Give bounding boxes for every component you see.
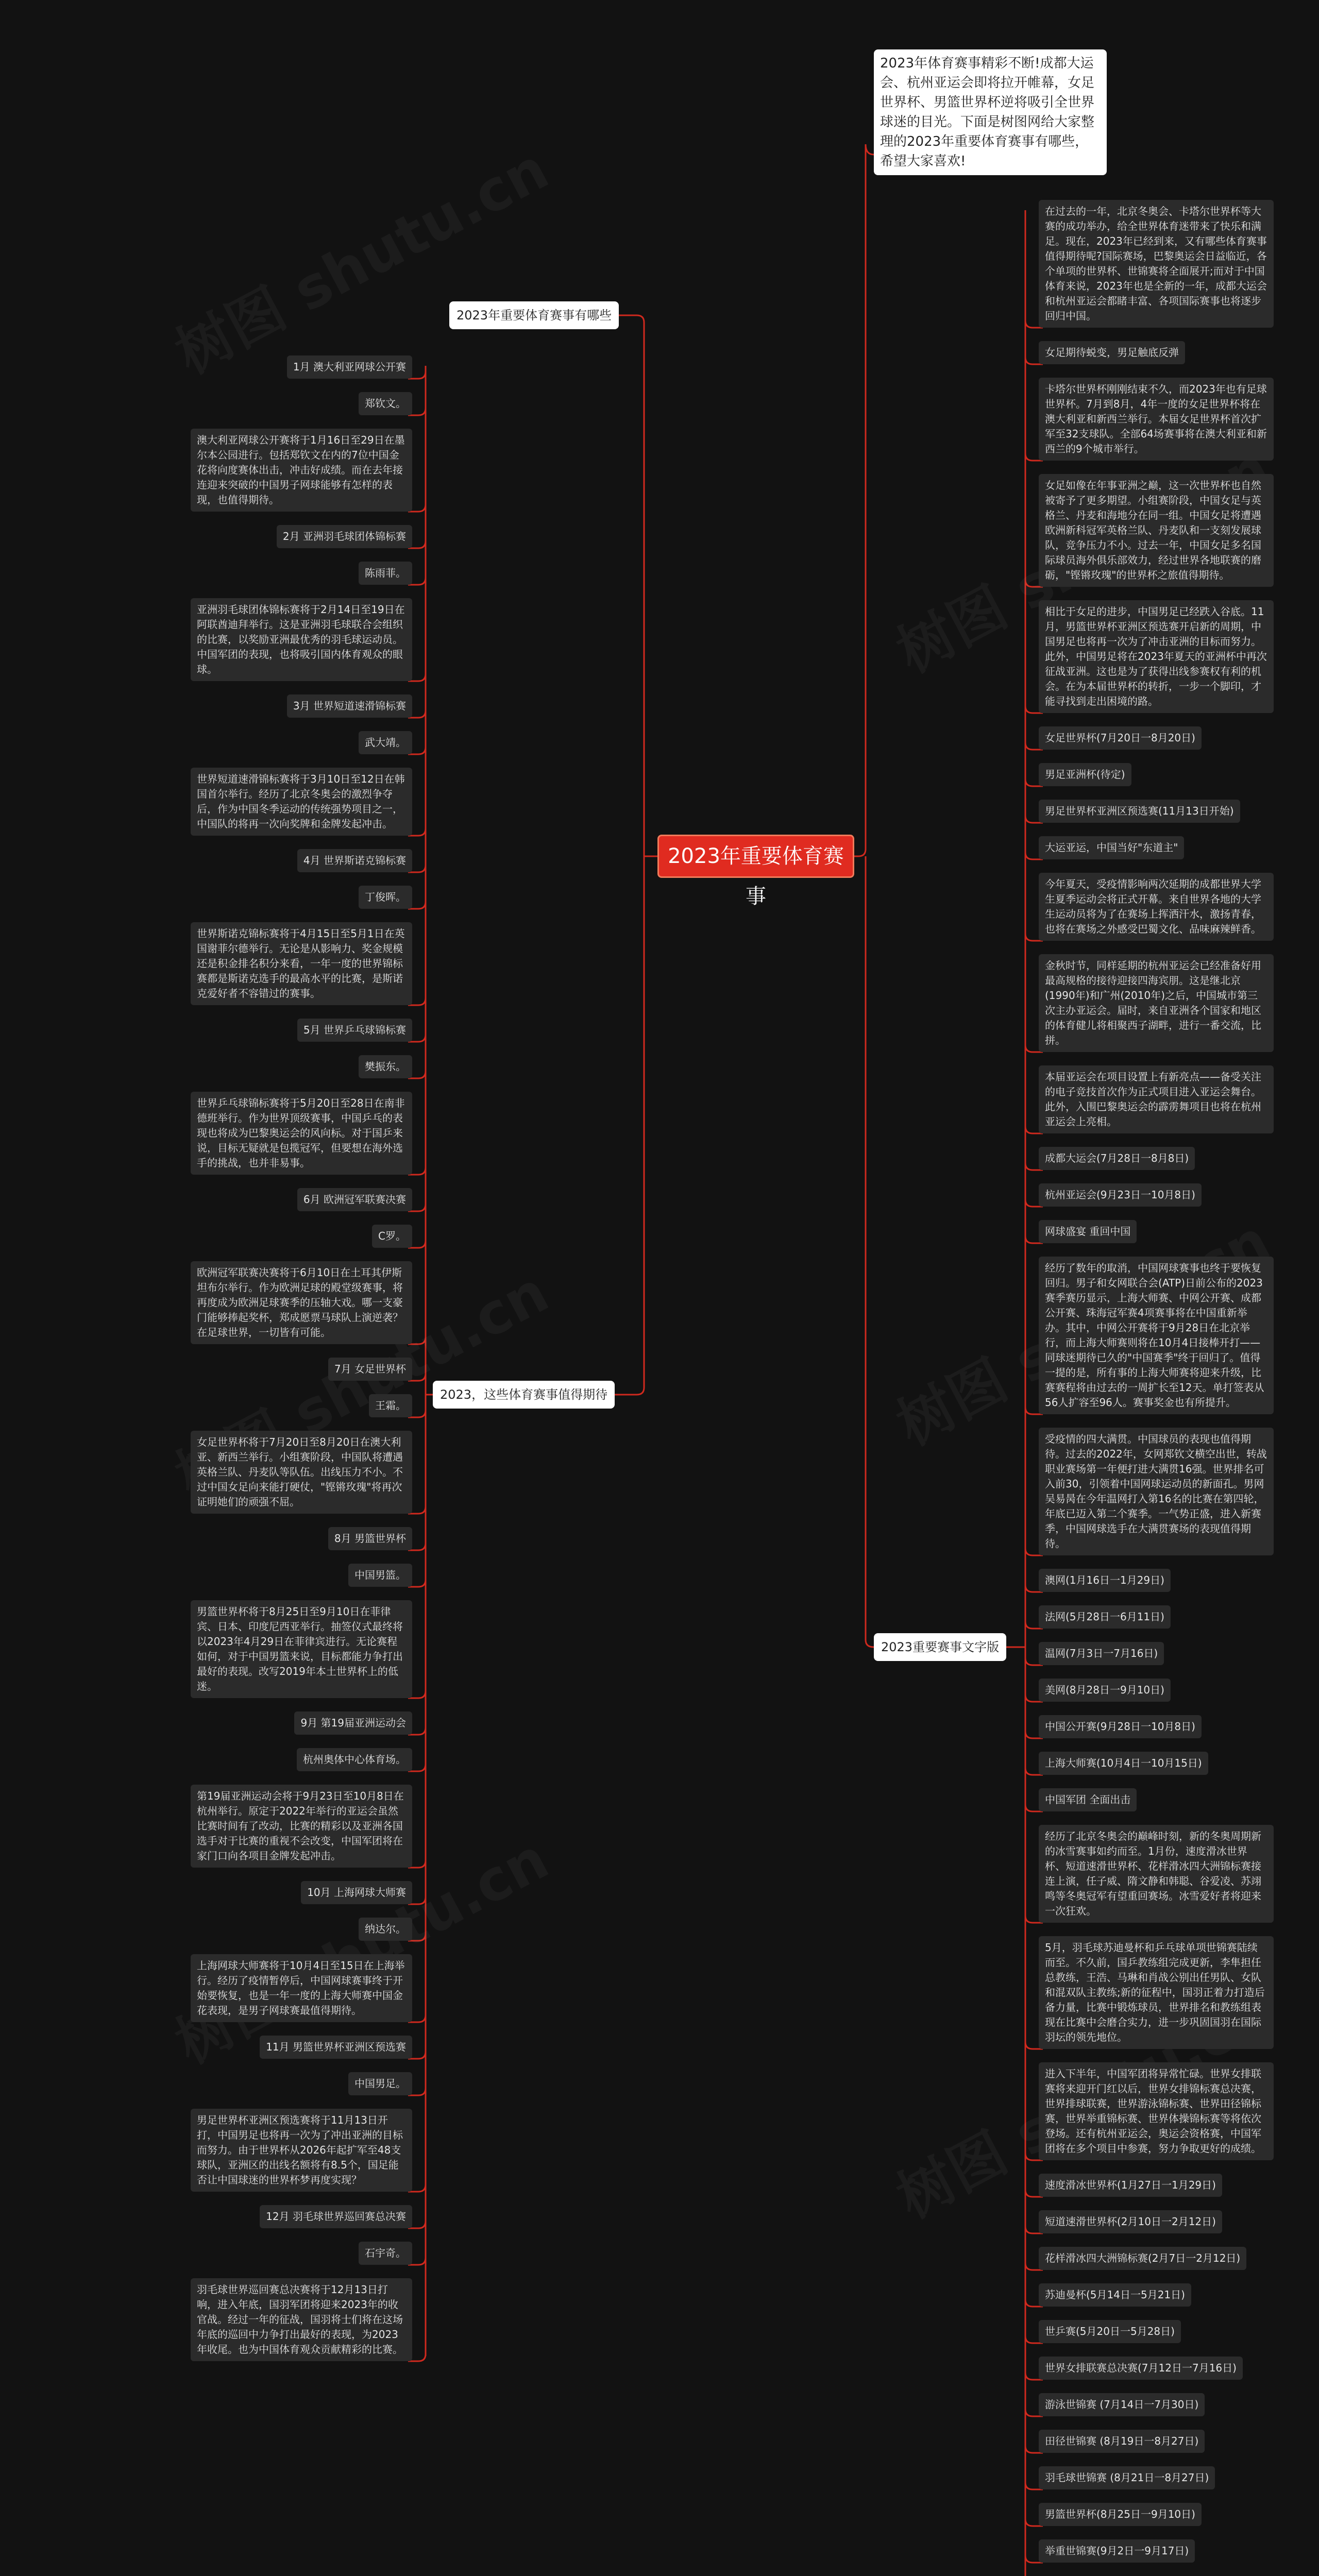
right-leaf-27[interactable]: 速度滑冰世界杯(1月27日一1月29日)	[1039, 2174, 1222, 2197]
right-leaf-34[interactable]: 田径世锦赛 (8月19日一8月27日)	[1039, 2430, 1205, 2453]
right-leaf-23[interactable]: 中国军团 全面出击	[1039, 1788, 1137, 1811]
left-leaf-16[interactable]: C罗。	[372, 1225, 412, 1248]
left-leaf-4[interactable]: 陈雨菲。	[359, 562, 412, 585]
right-leaf-18[interactable]: 法网(5月28日一6月11日)	[1039, 1605, 1171, 1629]
right-leaf-36[interactable]: 男篮世界杯(8月25日一9月10日)	[1039, 2503, 1202, 2526]
left-leaf-5[interactable]: 亚洲羽毛球团体锦标赛将于2月14日至19日在阿联酋迪拜举行。这是亚洲羽毛球联合会组织的比赛，以奖励亚洲最优秀的羽毛球运动员。中国军团的表现，也将吸引国内体育观众的眼球。	[191, 598, 412, 681]
right-leaf-9[interactable]: 今年夏天，受疫情影响两次延期的成都世界大学生夏季运动会将正式开幕。来自世界各地的大学生运动员将为了在赛场上挥洒汗水，激扬青春，也将在赛场之外感受巴蜀文化、品味麻辣鲜香。	[1039, 873, 1274, 941]
left-leaf-32[interactable]: 男足世界杯亚洲区预选赛将于11月13日开打，中国男足也将再一次为了冲出亚洲的目标而努力。由于世界杯从2026年起扩军至48支球队，亚洲区的出线名额将有8.5个，国足能否让中国球迷的世界杯梦再度实现？	[191, 2109, 412, 2192]
right-leaf-6[interactable]: 男足亚洲杯(待定)	[1039, 763, 1131, 786]
left-leaf-27[interactable]: 10月 上海网球大师赛	[301, 1881, 412, 1904]
right-leaf-35[interactable]: 羽毛球世锦赛 (8月21日一8月27日)	[1039, 2466, 1215, 2489]
branch-right-main[interactable]: 2023重要赛事文字版	[874, 1633, 1006, 1661]
right-leaf-3[interactable]: 女足如像在年事亚洲之巅，这一次世界杯也自然被寄予了更多期望。小组赛阶段，中国女足与英格兰、丹麦和海地分在同一组。中国女足将遭遇欧洲新科冠军英格兰队、丹麦队和一支刻发展球队，竞争压力不小。过去一年，中国女足多名国际球员海外俱乐部效力，经过世界各地联赛的磨砺，"铿锵玫瑰"的世界杯之旅值得期待。	[1039, 474, 1274, 587]
connector-line	[866, 856, 874, 1647]
left-leaf-33[interactable]: 12月 羽毛球世界巡回赛总决赛	[260, 2205, 412, 2228]
right-leaf-7[interactable]: 男足世界杯亚洲区预选赛(11月13日开始)	[1039, 800, 1240, 823]
left-leaf-18[interactable]: 7月 女足世界杯	[328, 1358, 412, 1381]
right-leaf-20[interactable]: 美网(8月28日一9月10日)	[1039, 1679, 1171, 1702]
left-leaf-2[interactable]: 澳大利亚网球公开赛将于1月16日至29日在墨尔本公园进行。包括郑钦文在内的7位中国金花将向度赛体出击，冲击好成绩。而在去年接连迎来突破的中国男子网球能够有怎样的表现，也值得期待。	[191, 429, 412, 512]
left-leaf-1[interactable]: 郑钦文。	[359, 392, 412, 415]
right-leaf-12[interactable]: 成都大运会(7月28日一8月8日)	[1039, 1147, 1195, 1170]
root-topic[interactable]: 2023年重要体育赛事	[657, 835, 854, 878]
right-leaf-22[interactable]: 上海大师赛(10月4日一10月15日)	[1039, 1752, 1208, 1775]
right-leaf-15[interactable]: 经历了数年的取消，中国网球赛事也终于要恢复回归。男子和女网联合会(ATP)日前公布的2023赛季赛历显示，上海大师赛、中网公开赛、成都公开赛、珠海冠军赛4项赛事将在中国重新举办。其中，中网公开赛将于9月28日在北京举行，而上海大师赛则将在10月4日接棒开打——同球迷期待已久的"中国赛季"终于回归了。值得一提的是，所有事的上海大师赛将迎来升级，比赛赛程将由过去的一周扩长至12天。单打签表从56人扩容至96人。赛事奖金也有所提升。	[1039, 1257, 1274, 1414]
right-leaf-25[interactable]: 5月，羽毛球苏迪曼杯和乒乓球单项世锦赛陆续而至。不久前，国乒教练组完成更新，李隼担任总教练，王浩、马琳和肖战公别出任男队、女队和混双队主教练;新的征程中，国羽正着力打造后备力量，比赛中锻炼球员，世界排名和教练组表现在比赛中会磨合实力，进一步巩固国羽在国际羽坛的领先地位。	[1039, 1936, 1274, 2049]
left-leaf-10[interactable]: 丁俊晖。	[359, 886, 412, 909]
right-leaf-4[interactable]: 相比于女足的进步，中国男足已经跌入谷底。11月，男篮世界杯亚洲区预选赛开启新的周期，中国男足也将再一次为了冲击亚洲的目标而努力。此外，中国男足将在2023年夏天的亚洲杯中再次征战亚洲。这也是为了获得出线参赛权有利的机会。在为本届世界杯的转折，一步一个脚印，才能寻找到走出困境的路。	[1039, 600, 1274, 713]
right-leaf-29[interactable]: 花样滑冰四大洲锦标赛(2月7日一2月12日)	[1039, 2247, 1246, 2270]
left-leaf-21[interactable]: 8月 男篮世界杯	[328, 1527, 412, 1550]
left-leaf-15[interactable]: 6月 欧洲冠军联赛决赛	[297, 1188, 412, 1211]
left-leaf-6[interactable]: 3月 世界短道速滑锦标赛	[287, 694, 412, 718]
left-leaf-7[interactable]: 武大靖。	[359, 731, 412, 754]
left-leaf-17[interactable]: 欧洲冠军联赛决赛将于6月10日在土耳其伊斯坦布尔举行。作为欧洲足球的殿堂级赛事，将再度成为欧洲足球赛季的压轴大戏。哪一支豪门能够捧起奖杯，郑成愿票马球队上演逆袭？在足球世界，一切皆有可能。	[191, 1261, 412, 1344]
right-leaf-16[interactable]: 受疫情的四大满贯。中国球员的表现也值得期待。过去的2022年，女网郑钦文横空出世，转战职业赛场第一年便打进大满贯16强。世界排名可入前30，引领着中国网球运动员的新面孔。男网吴易昺在今年温网打入第16名的比赛在第四轮，年底已迈入第二个赛季。一气势正盛，进入新赛季，中国网球选手在大满贯赛场的表现值得期待。	[1039, 1428, 1274, 1555]
left-leaf-9[interactable]: 4月 世界斯诺克锦标赛	[297, 849, 412, 872]
left-leaf-0[interactable]: 1月 澳大利亚网球公开赛	[287, 355, 412, 379]
left-leaf-23[interactable]: 男篮世界杯将于8月25日至9月10日在菲律宾、日本、印度尼西亚举行。抽签仪式最终将以2023年4月29日在菲律宾进行。无论赛程如何，对于中国男篮来说，目标都能力争打出最好的表现。改写2019年本土世界杯上的低迷。	[191, 1600, 412, 1698]
right-leaf-11[interactable]: 本届亚运会在项目设置上有新亮点——备受关注的电子竞技首次作为正式项目进入亚运会舞台。此外，入围巴黎奥运会的霹雳舞项目也将在杭州亚运会上亮相。	[1039, 1065, 1274, 1133]
right-leaf-24[interactable]: 经历了北京冬奥会的巅峰时刻，新的冬奥周期新的冰雪赛事如约而至。1月份，速度滑冰世界杯、短道速滑世界杯、花样滑冰四大洲锦标赛接连上演，任子威、隋文静和韩聪、谷爱凌、苏翊鸣等冬奥冠军有望重回赛场。冰雪爱好者将迎来一次狂欢。	[1039, 1825, 1274, 1923]
left-leaf-12[interactable]: 5月 世界乒乓球锦标赛	[297, 1019, 412, 1042]
left-leaf-29[interactable]: 上海网球大师赛将于10月4日至15日在上海举行。经历了疫情暂停后，中国网球赛事终于开始要恢复，也是一年一度的上海大师赛中国金花表现，是男子网球赛最值得期待。	[191, 1954, 412, 2022]
left-leaf-22[interactable]: 中国男篮。	[348, 1564, 412, 1587]
branch-left-top[interactable]: 2023年重要体育赛事有哪些	[449, 301, 619, 329]
connector-line	[619, 315, 644, 323]
left-leaf-11[interactable]: 世界斯诺克锦标赛将于4月15日至5月1日在英国谢菲尔德举行。无论是从影响力、奖金规模还是积金排名积分来看，一年一度的世界锦标赛都是斯诺克选手的最高水平的比赛，是斯诺克爱好者不容错过的赛事。	[191, 922, 412, 1005]
right-leaf-31[interactable]: 世乒赛(5月20日一5月28日)	[1039, 2320, 1181, 2343]
right-leaf-28[interactable]: 短道速滑世界杯(2月10日一2月12日)	[1039, 2210, 1222, 2233]
left-leaf-20[interactable]: 女足世界杯将于7月20日至8月20日在澳大利亚、新西兰举行。小组赛阶段，中国队将遭遇英格兰队、丹麦队等队伍。出线压力不小。不过中国女足向来能打硬仗，"铿锵玫瑰"将再次证明她们的顽强不屈。	[191, 1431, 412, 1514]
left-leaf-24[interactable]: 9月 第19届亚洲运动会	[294, 1711, 412, 1735]
right-leaf-37[interactable]: 举重世锦赛(9月2日一9月17日)	[1039, 2539, 1195, 2563]
right-leaf-2[interactable]: 卡塔尔世界杯刚刚结束不久，而2023年也有足球世界杯。7月到8月，4年一度的女足世界杯将在澳大利亚和新西兰举行。本届女足世界杯首次扩军至32支球队。全部64场赛事将在澳大利亚和新西兰的9个城市举行。	[1039, 378, 1274, 461]
right-leaf-30[interactable]: 苏迪曼杯(5月14日一5月21日)	[1039, 2283, 1191, 2307]
left-leaf-8[interactable]: 世界短道速滑锦标赛将于3月10日至12日在韩国首尔举行。经历了北京冬奥会的激烈争夺后，作为中国冬季运动的传统强势项目之一，中国队的将再一次向奖牌和金牌发起冲击。	[191, 768, 412, 836]
left-leaf-14[interactable]: 世界乒乓球锦标赛将于5月20日至28日在南非德班举行。作为世界顶级赛事，中国乒乓的表现也将成为巴黎奥运会的风向标。对于国乒来说，目标无疑就是包揽冠军，但要想在海外选手的挑战，也并非易事。	[191, 1092, 412, 1175]
right-leaf-19[interactable]: 温网(7月3日一7月16日)	[1039, 1642, 1164, 1665]
left-leaf-34[interactable]: 石宇奇。	[359, 2242, 412, 2265]
right-leaf-21[interactable]: 中国公开赛(9月28日一10月8日)	[1039, 1715, 1202, 1738]
left-leaf-26[interactable]: 第19届亚洲运动会将于9月23日至10月8日在杭州举行。原定于2022年举行的亚运会虽然比赛时间有了改动，比赛的精彩以及亚洲各国选手对于比赛的重视不会改变，中国军团将在家门口向各项目金牌发起冲击。	[191, 1785, 412, 1868]
right-leaf-0[interactable]: 在过去的一年，北京冬奥会、卡塔尔世界杯等大赛的成功举办，给全世界体育迷带来了快乐和满足。现在，2023年已经到来，又有哪些体育赛事值得期待呢?国际赛场，巴黎奥运会日益临近，各个单项的世界杯、世锦赛将全面展开;而对于中国体育来说，2023年也是全新的一年，成都大运会和杭州亚运会都睹丰富、各项国际赛事也将逐步回归中国。	[1039, 200, 1274, 328]
left-leaf-35[interactable]: 羽毛球世界巡回赛总决赛将于12月13日打响，进入年底，国羽军团将迎来2023年的收官战。经过一年的征战，国羽将士们将在这场年底的巡回中力争打出最好的表现，为2023年收尾。也为中国体育观众贡献精彩的比赛。	[191, 2278, 412, 2361]
right-leaf-26[interactable]: 进入下半年，中国军团将异常忙碌。世界女排联赛将来迎开门红以后，世界女排锦标赛总决赛，世界排球联赛，世界游泳锦标赛、世界田径锦标赛，世界举重锦标赛、世界体操锦标赛等将依次登场。还有杭州亚运会，奥运会资格赛，中国军团将在多个项目中参赛，努力争取更好的成绩。	[1039, 2062, 1274, 2160]
left-leaf-25[interactable]: 杭州奥体中心体育场。	[297, 1748, 412, 1771]
right-leaf-17[interactable]: 澳网(1月16日一1月29日)	[1039, 1569, 1171, 1592]
left-leaf-28[interactable]: 纳达尔。	[359, 1918, 412, 1941]
intro-note[interactable]: 2023年体育赛事精彩不断!成都大运会、杭州亚运会即将拉开帷幕，女足世界杯、男篮世界杯逆将吸引全世界球迷的目光。下面是树图网给大家整理的2023年重要体育赛事有哪些，希望大家喜欢!	[874, 49, 1107, 175]
right-leaf-1[interactable]: 女足期待蜕变，男足触底反弹	[1039, 341, 1185, 364]
right-leaf-14[interactable]: 网球盛宴 重回中国	[1039, 1220, 1137, 1243]
branch-left-main[interactable]: 2023，这些体育赛事值得期待	[433, 1381, 615, 1409]
left-leaf-30[interactable]: 11月 男篮世界杯亚洲区预选赛	[260, 2036, 412, 2059]
right-leaf-32[interactable]: 世界女排联赛总决赛(7月12日一7月16日)	[1039, 2357, 1243, 2380]
right-leaf-10[interactable]: 金秋时节，同样延期的杭州亚运会已经准备好用最高规格的接待迎接四海宾朋。这是继北京(1990年)和广州(2010年)之后，中国城市第三次主办亚运会。届时，来自亚洲各个国家和地区的体育健儿将相聚西子湖畔，进行一番交流，比拼。	[1039, 954, 1274, 1052]
left-leaf-31[interactable]: 中国男足。	[348, 2072, 412, 2095]
right-leaf-33[interactable]: 游泳世锦赛 (7月14日一7月30日)	[1039, 2393, 1205, 2416]
connector-line	[615, 1387, 644, 1395]
right-leaf-13[interactable]: 杭州亚运会(9月23日一10月8日)	[1039, 1183, 1202, 1207]
connector-line	[854, 144, 874, 856]
left-leaf-19[interactable]: 王霜。	[369, 1394, 412, 1417]
left-leaf-13[interactable]: 樊振东。	[359, 1055, 412, 1078]
right-leaf-5[interactable]: 女足世界杯(7月20日一8月20日)	[1039, 726, 1202, 750]
left-leaf-3[interactable]: 2月 亚洲羽毛球团体锦标赛	[277, 525, 412, 548]
right-leaf-8[interactable]: 大运亚运，中国当好"东道主"	[1039, 836, 1184, 859]
